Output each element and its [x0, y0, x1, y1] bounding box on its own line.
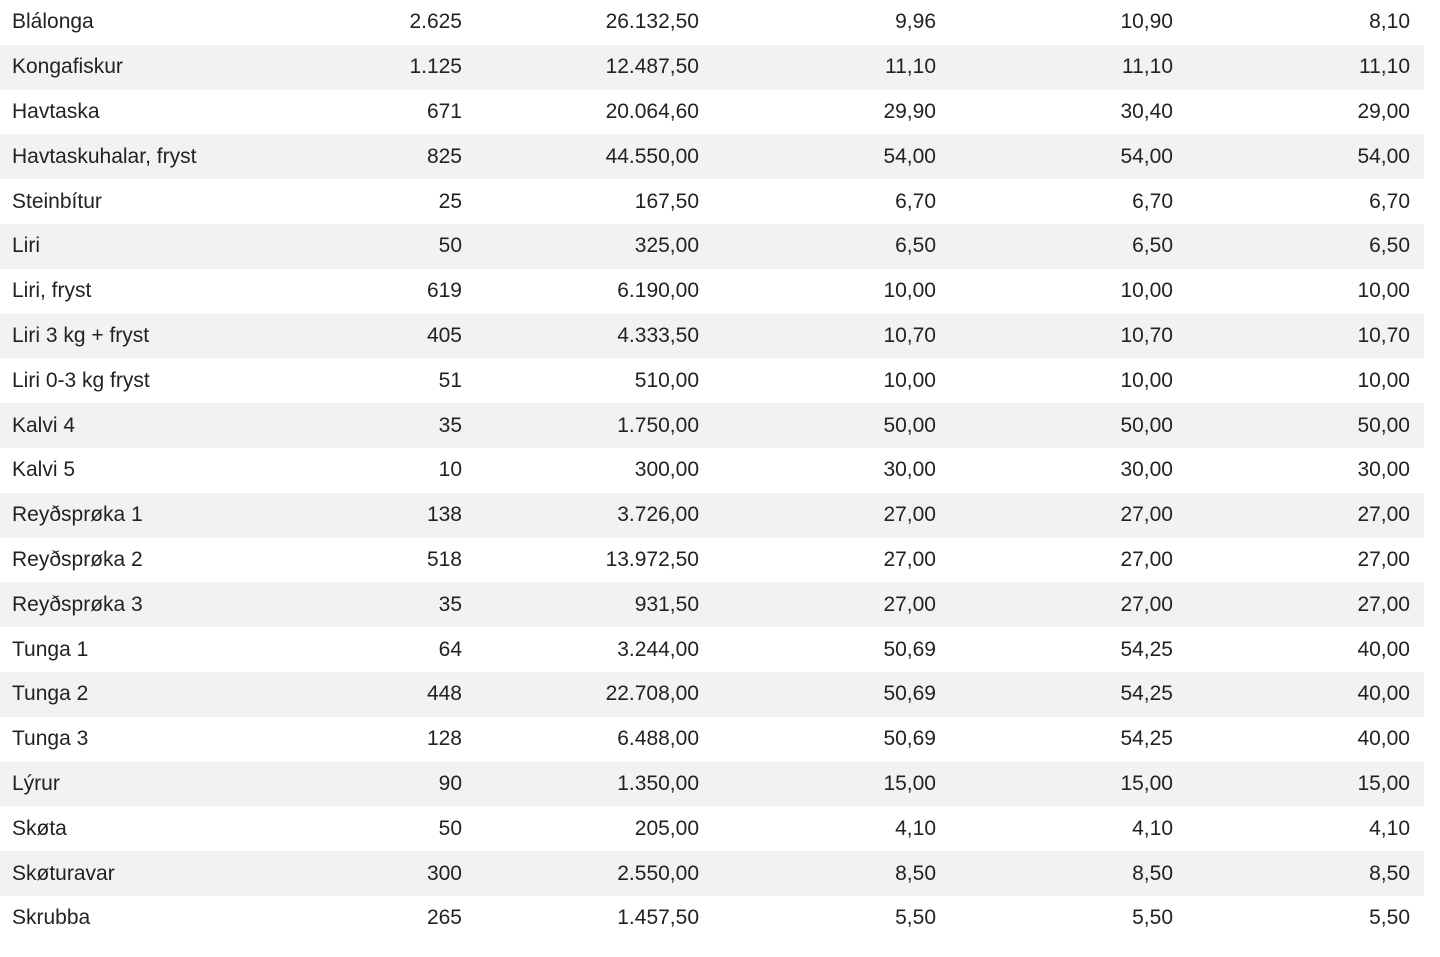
lowest-price-cell: 27,00 [1357, 503, 1410, 527]
total-value-cell: 510,00 [634, 368, 699, 392]
highest-price-cell: 10,00 [1120, 368, 1173, 392]
lowest-price-cell: 6,50 [1369, 234, 1410, 258]
species-name-cell: Skøta [12, 816, 67, 840]
quantity-value-cell: 300 [426, 861, 462, 885]
total-value-cell: 1.350,00 [617, 771, 699, 795]
species-name-cell: Liri 3 kg + fryst [12, 323, 150, 347]
highest-price-cell: 27,00 [1120, 592, 1173, 616]
average-price-cell: 9,96 [895, 10, 936, 34]
species-name-cell: Skrubba [12, 906, 91, 930]
quantity-value-cell: 25 [438, 189, 462, 213]
average-price-cell: 50,69 [883, 727, 936, 751]
highest-price-cell: 6,50 [1132, 234, 1173, 258]
lowest-price-cell: 4,10 [1369, 816, 1410, 840]
highest-price-cell: 6,70 [1132, 189, 1173, 213]
total-value-cell: 2.550,00 [617, 861, 699, 885]
table-row [0, 806, 1424, 851]
total-value-cell: 20.064,60 [605, 99, 699, 123]
average-price-cell: 6,50 [895, 234, 936, 258]
quantity-value-cell: 1.125 [409, 55, 462, 79]
highest-price-cell: 4,10 [1132, 816, 1173, 840]
highest-price-cell: 54,00 [1120, 144, 1173, 168]
lowest-price-cell: 15,00 [1357, 771, 1410, 795]
highest-price-cell: 11,10 [1122, 55, 1173, 79]
average-price-cell: 10,00 [883, 279, 936, 303]
average-price-cell: 27,00 [883, 592, 936, 616]
lowest-price-cell: 27,00 [1357, 592, 1410, 616]
species-name-cell: Havtaskuhalar, fryst [12, 144, 197, 168]
lowest-price-cell: 29,00 [1357, 99, 1410, 123]
table-row [0, 717, 1424, 762]
table-row [0, 493, 1424, 538]
average-price-cell: 27,00 [883, 503, 936, 527]
total-value-cell: 3.726,00 [617, 503, 699, 527]
species-name-cell: Kongafiskur [12, 55, 123, 79]
total-value-cell: 300,00 [634, 458, 699, 482]
total-value-cell: 44.550,00 [605, 144, 699, 168]
highest-price-cell: 54,25 [1120, 682, 1173, 706]
quantity-value-cell: 2.625 [409, 10, 462, 34]
table-row [0, 358, 1424, 403]
species-name-cell: Skøturavar [12, 861, 115, 885]
total-value-cell: 1.457,50 [617, 906, 699, 930]
quantity-value-cell: 619 [426, 279, 462, 303]
total-value-cell: 3.244,00 [617, 637, 699, 661]
average-price-cell: 54,00 [883, 144, 936, 168]
lowest-price-cell: 5,50 [1369, 906, 1410, 930]
quantity-value-cell: 448 [426, 682, 462, 706]
total-value-cell: 6.488,00 [617, 727, 699, 751]
total-value-cell: 4.333,50 [617, 323, 699, 347]
total-value-cell: 325,00 [634, 234, 699, 258]
lowest-price-cell: 54,00 [1357, 144, 1410, 168]
highest-price-cell: 30,40 [1120, 99, 1173, 123]
average-price-cell: 50,69 [883, 637, 936, 661]
lowest-price-cell: 10,70 [1357, 323, 1410, 347]
average-price-cell: 50,00 [883, 413, 936, 437]
average-price-cell: 5,50 [895, 906, 936, 930]
highest-price-cell: 5,50 [1132, 906, 1173, 930]
lowest-price-cell: 11,10 [1359, 55, 1410, 79]
table-row [0, 627, 1424, 672]
lowest-price-cell: 10,00 [1357, 279, 1410, 303]
quantity-value-cell: 50 [438, 234, 462, 258]
species-name-cell: Liri, fryst [12, 279, 92, 303]
quantity-value-cell: 265 [426, 906, 462, 930]
quantity-value-cell: 405 [426, 323, 462, 347]
species-name-cell: Blálonga [12, 10, 94, 34]
species-name-cell: Reyðsprøka 2 [12, 547, 143, 571]
species-name-cell: Liri 0-3 kg fryst [12, 368, 150, 392]
average-price-cell: 6,70 [895, 189, 936, 213]
total-value-cell: 22.708,00 [605, 682, 699, 706]
table-row [0, 134, 1424, 179]
table-row [0, 582, 1424, 627]
highest-price-cell: 10,70 [1120, 323, 1173, 347]
table-row [0, 896, 1424, 941]
highest-price-cell: 54,25 [1120, 637, 1173, 661]
highest-price-cell: 27,00 [1120, 547, 1173, 571]
table-row [0, 403, 1424, 448]
lowest-price-cell: 10,00 [1357, 368, 1410, 392]
lowest-price-cell: 8,10 [1369, 10, 1410, 34]
highest-price-cell: 27,00 [1120, 503, 1173, 527]
lowest-price-cell: 50,00 [1357, 413, 1410, 437]
quantity-value-cell: 35 [438, 592, 462, 616]
quantity-value-cell: 64 [438, 637, 462, 661]
quantity-value-cell: 138 [426, 503, 462, 527]
average-price-cell: 8,50 [895, 861, 936, 885]
table-row [0, 90, 1424, 135]
average-price-cell: 27,00 [883, 547, 936, 571]
average-price-cell: 4,10 [895, 816, 936, 840]
species-name-cell: Reyðsprøka 1 [12, 503, 143, 527]
table-row [0, 314, 1424, 359]
table-row [0, 269, 1424, 314]
lowest-price-cell: 40,00 [1357, 727, 1410, 751]
highest-price-cell: 30,00 [1120, 458, 1173, 482]
highest-price-cell: 10,90 [1120, 10, 1173, 34]
lowest-price-cell: 8,50 [1369, 861, 1410, 885]
species-name-cell: Tunga 3 [12, 727, 89, 751]
total-value-cell: 1.750,00 [617, 413, 699, 437]
total-value-cell: 13.972,50 [605, 547, 699, 571]
average-price-cell: 15,00 [883, 771, 936, 795]
total-value-cell: 6.190,00 [617, 279, 699, 303]
average-price-cell: 11,10 [885, 55, 936, 79]
lowest-price-cell: 6,70 [1369, 189, 1410, 213]
quantity-value-cell: 50 [438, 816, 462, 840]
total-value-cell: 167,50 [634, 189, 699, 213]
highest-price-cell: 8,50 [1132, 861, 1173, 885]
quantity-value-cell: 51 [438, 368, 462, 392]
average-price-cell: 10,00 [883, 368, 936, 392]
quantity-value-cell: 35 [438, 413, 462, 437]
quantity-value-cell: 128 [426, 727, 462, 751]
species-name-cell: Reyðsprøka 3 [12, 592, 143, 616]
species-name-cell: Tunga 2 [12, 682, 89, 706]
highest-price-cell: 10,00 [1120, 279, 1173, 303]
quantity-value-cell: 90 [438, 771, 462, 795]
species-name-cell: Havtaska [12, 99, 100, 123]
lowest-price-cell: 27,00 [1357, 547, 1410, 571]
species-name-cell: Tunga 1 [12, 637, 89, 661]
lowest-price-cell: 40,00 [1357, 682, 1410, 706]
table-row [0, 672, 1424, 717]
average-price-cell: 29,90 [883, 99, 936, 123]
species-name-cell: Liri [12, 234, 41, 258]
species-name-cell: Kalvi 4 [12, 413, 76, 437]
table-row [0, 45, 1424, 90]
species-name-cell: Kalvi 5 [12, 458, 76, 482]
table-row [0, 224, 1424, 269]
highest-price-cell: 15,00 [1120, 771, 1173, 795]
highest-price-cell: 54,25 [1120, 727, 1173, 751]
table-row [0, 179, 1424, 224]
average-price-cell: 30,00 [883, 458, 936, 482]
quantity-value-cell: 825 [426, 144, 462, 168]
total-value-cell: 26.132,50 [605, 10, 699, 34]
lowest-price-cell: 40,00 [1357, 637, 1410, 661]
quantity-value-cell: 518 [426, 547, 462, 571]
average-price-cell: 50,69 [883, 682, 936, 706]
table-row [0, 0, 1424, 45]
table-row [0, 851, 1424, 896]
lowest-price-cell: 30,00 [1357, 458, 1410, 482]
table-row [0, 538, 1424, 583]
average-price-cell: 10,70 [883, 323, 936, 347]
species-name-cell: Lýrur [12, 771, 60, 795]
species-name-cell: Steinbítur [12, 189, 102, 213]
quantity-value-cell: 10 [438, 458, 462, 482]
table-row [0, 762, 1424, 807]
highest-price-cell: 50,00 [1120, 413, 1173, 437]
table-row [0, 448, 1424, 493]
quantity-value-cell: 671 [426, 99, 462, 123]
total-value-cell: 931,50 [634, 592, 699, 616]
total-value-cell: 12.487,50 [605, 55, 699, 79]
total-value-cell: 205,00 [634, 816, 699, 840]
